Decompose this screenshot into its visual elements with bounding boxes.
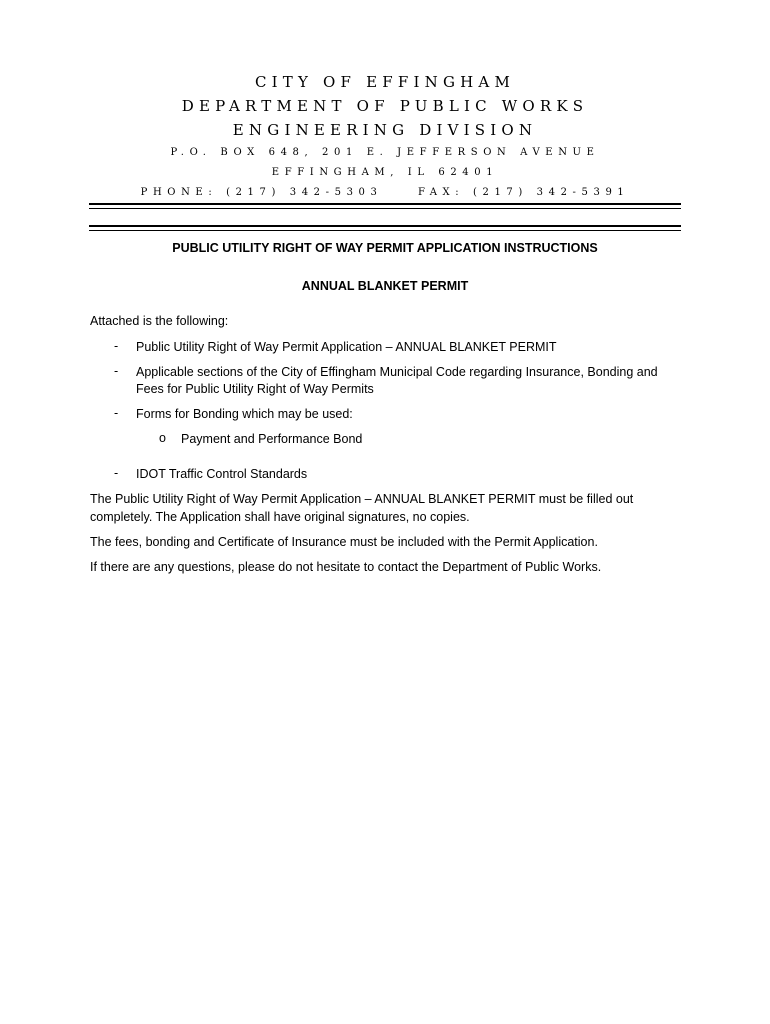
letterhead-city-state-zip: EFFINGHAM, IL 62401	[271, 167, 499, 178]
intro-text: Attached is the following:	[90, 314, 229, 328]
letterhead-address: P.O. BOX 648, 201 E. JEFFERSON AVENUE	[170, 147, 600, 158]
letterhead-city: CITY OF EFFINGHAM	[254, 73, 516, 91]
list-item: Applicable sections of the City of Effingham Municipal Code regarding Insurance, Bonding and	[136, 365, 658, 379]
instruction-paragraph: The fees, bonding and Certificate of Insurance must be included with the Permit Application.	[90, 535, 598, 549]
list-bullet: -	[114, 466, 119, 480]
sub-list-bullet: o	[159, 431, 166, 445]
list-item: Forms for Bonding which may be used:	[136, 407, 353, 421]
instruction-paragraph-line: completely. The Application shall have original signatures, no copies.	[90, 510, 470, 524]
document-subtitle: ANNUAL BLANKET PERMIT	[301, 279, 469, 293]
list-item-continuation: Fees for Public Utility Right of Way Permits	[136, 382, 374, 396]
instruction-paragraph-line: The Public Utility Right of Way Permit Application – ANNUAL BLANKET PERMIT must be filled out	[90, 492, 634, 506]
document-title: PUBLIC UTILITY RIGHT OF WAY PERMIT APPLICATION INSTRUCTIONS	[172, 241, 598, 255]
letterhead-fax: FAX: (217) 342-5391	[418, 187, 630, 198]
letterhead-phone: PHONE: (217) 342-5303	[140, 187, 383, 198]
list-bullet: -	[114, 406, 119, 420]
letterhead-divider-top	[89, 203, 681, 209]
list-item: Public Utility Right of Way Permit Application – ANNUAL BLANKET PERMIT	[136, 340, 557, 354]
contact-paragraph: If there are any questions, please do not hesitate to contact the Department of Public Works.	[90, 560, 602, 574]
list-bullet: -	[114, 339, 119, 353]
letterhead-contact-line	[0, 187, 770, 198]
letterhead-division: ENGINEERING DIVISION	[232, 121, 538, 139]
list-item: IDOT Traffic Control Standards	[136, 467, 308, 481]
sub-list-item: Payment and Performance Bond	[181, 432, 363, 446]
letterhead-department: DEPARTMENT OF PUBLIC WORKS	[181, 97, 589, 115]
letterhead-divider-bottom	[89, 225, 681, 231]
list-bullet: -	[114, 364, 119, 378]
